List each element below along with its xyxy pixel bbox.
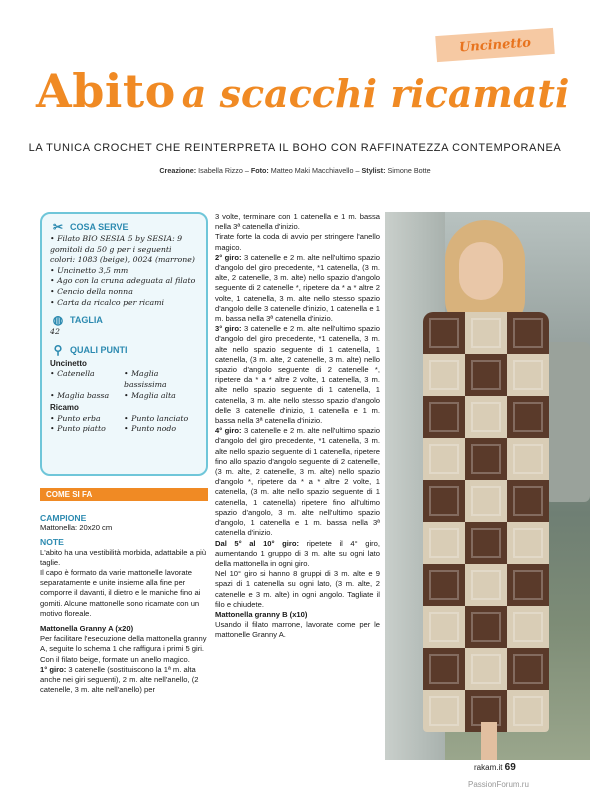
giro-5-10: Dal 5° al 10° giro: ripetete il 4° giro, aumentando 1 gruppo di 3 m. alte su ogni lato della mattonella in ogni giro. xyxy=(215,538,380,568)
dress-square xyxy=(465,564,507,606)
section-quali-punti: ⚲ QUALI PUNTI xyxy=(50,343,198,357)
granny-b-heading: Mattonella granny B (x10) xyxy=(215,609,308,619)
dress-square xyxy=(465,606,507,648)
dress-square xyxy=(423,648,465,690)
subtitle: LA TUNICA CROCHET CHE REINTERPRETA IL BOHO CON RAFFINATEZZA CONTEMPORANEA xyxy=(28,142,562,154)
materials-item: • Filato BIO SESIA 5 by SESIA: 9 gomitoli da 50 g per i seguenti colori: 1083 (beige), 0024 (marrone) xyxy=(50,234,195,265)
dress-square xyxy=(423,438,465,480)
instructions-left xyxy=(40,509,210,695)
campione-heading: CAMPIONE xyxy=(40,513,87,523)
materials-item: • Ago con la cruna adeguata al filato xyxy=(50,276,196,286)
paragraph: Tirate forte la coda di avvio per stringere l'anello magico. xyxy=(215,232,380,252)
size-value: 42 xyxy=(50,327,60,337)
materials-item: • Uncinetto 3,5 mm xyxy=(50,265,129,275)
paragraph: 3 volte, terminare con 1 catenella e 1 m. bassa nella 3ª catenella d'inizio. xyxy=(215,212,380,232)
category-badge: Uncinetto xyxy=(435,28,555,62)
campione-text: Mattonella: 20x20 cm xyxy=(40,523,113,533)
dress-square xyxy=(465,354,507,396)
dress-square xyxy=(507,312,549,354)
stitch-item: • Punto nodo xyxy=(124,424,177,434)
stitch-item: • Punto piatto xyxy=(50,424,106,434)
dress-square xyxy=(507,690,549,732)
page-footer: rakam.it 69 xyxy=(474,762,516,773)
checkered-dress xyxy=(423,312,549,732)
dress-square xyxy=(465,648,507,690)
materials-box xyxy=(40,212,208,476)
dress-square xyxy=(507,480,549,522)
tape-measure-icon: ◍ xyxy=(52,313,64,328)
materials-item: • Carta da ricalco per ricami xyxy=(50,297,164,307)
dress-square xyxy=(423,564,465,606)
come-si-fa-bar: COME SI FA xyxy=(40,488,208,501)
dress-square xyxy=(465,312,507,354)
granny-a-text: Con il filato beige, formate un anello magico. xyxy=(40,654,190,664)
dress-square xyxy=(423,312,465,354)
dress-square xyxy=(507,564,549,606)
title-main: Abito xyxy=(36,64,176,118)
dress-square xyxy=(423,396,465,438)
dress-square xyxy=(465,396,507,438)
dress-square xyxy=(423,690,465,732)
dress-square xyxy=(507,606,549,648)
dress-square xyxy=(507,354,549,396)
note-heading: NOTE xyxy=(40,537,64,548)
dress-square xyxy=(423,606,465,648)
note-text: L'abito ha una vestibilità morbida, adattabile a più taglie. xyxy=(40,547,207,567)
photo-face xyxy=(459,242,503,300)
model-photo xyxy=(385,212,590,760)
granny-a-text: Per facilitare l'esecuzione della mattonella granny A, seguite lo schema 1 che raffigura i primi 5 giri. xyxy=(40,634,207,654)
ricamo-label: Ricamo xyxy=(50,403,79,413)
dress-square xyxy=(507,438,549,480)
dress-square xyxy=(507,522,549,564)
dress-square xyxy=(465,480,507,522)
uncinetto-label: Uncinetto xyxy=(50,358,87,368)
giro-2: 2° giro: 3 catenelle e 2 m. alte nell'ultimo spazio d'angolo del giro precedente, *1 catenella, (3 m. alte, 2 catenelle, 3 m. alte) nello spazio d'angolo seguente di 2 catenelle *, ripetere da * a * altre 2 volte, 1 catenella, 3 m. alte nello stesso spazio d'angolo delle 3 catenelle d'inizio, 1 catenella e 1 m. bassa nella 3ª catenella d'inizio. xyxy=(215,252,380,324)
section-cosa-serve: ✂ COSA SERVE xyxy=(50,220,198,234)
giro-4: 4° giro: 3 catenelle e 2 m. alte nell'ultimo spazio d'angolo del giro precedente, *1 catenella, 3 m. alte nello spazio seguente di 1 catenella, ripetere fino allo spazio d'angolo seguente di 2 catenelle, (3 m. alte, 2 catenelle, 3 m. alte) nello spazio d'angolo *, ripetere da * a * altre 2 volte, 1 catenella, (3 m. alte nello spazio seguente di 1 catenella, 1 catenella) ripetere fino all'ultimo spazio d'angolo, 3 m. alte nell'ultimo spazio d'angolo, 1 catenella e 1 m. bassa nella 3ª catenella d'inizio. xyxy=(215,426,380,538)
section-taglia: ◍ TAGLIA xyxy=(50,313,198,327)
credits: Creazione: Isabella Rizzo – Foto: Matteo Maki Macchiavello – Stylist: Simone Botte xyxy=(159,166,431,175)
dress-square xyxy=(465,438,507,480)
granny-b-text: Usando il filato marrone, lavorate come per le mattonelle Granny A. xyxy=(215,620,380,640)
yarn-spool-icon: ⚲ xyxy=(53,342,63,357)
instructions-right xyxy=(215,212,380,641)
note-text: Il capo è formato da varie mattonelle lavorate separatamente e unite insieme alla fine per comporre il davanti, il dietro e le maniche fino ai gomiti. Alcune mattonelle sono ricamate con un motivo floreale. xyxy=(40,568,201,618)
paragraph: Nel 10° giro si hanno 8 gruppi di 3 m. alte e 9 spazi di 1 catenella su ogni lato, (3 m. alte, 2 catenelle e 3 m. alte) in ogni angolo. Tagliate il filo e chiudete. xyxy=(215,569,380,609)
stitch-item: • Punto erba xyxy=(50,413,101,423)
title-script: a scacchi ricamati xyxy=(181,71,570,116)
stitch-item: • Maglia alta xyxy=(124,390,176,400)
dress-square xyxy=(423,522,465,564)
embroidery-stitches xyxy=(50,414,198,435)
stitch-item: • Maglia bassa xyxy=(50,390,110,400)
watermark: PassionForum.ru xyxy=(468,780,529,789)
stitch-item: • Catenella xyxy=(50,369,95,379)
materials-item: • Cencio della nonna xyxy=(50,286,133,296)
dress-square xyxy=(507,396,549,438)
dress-square xyxy=(465,522,507,564)
scissors-icon: ✂ xyxy=(52,220,64,234)
granny-a-heading: Mattonella Granny A (x20) xyxy=(40,624,134,634)
dress-square xyxy=(423,480,465,522)
photo-bag xyxy=(545,342,590,502)
photo-leg xyxy=(481,722,497,760)
giro-1: 1° giro: 3 catenelle (sostituiscono la 1ª m. alta anche nei giri seguenti), 2 m. alte nell'anello, (2 catenelle, 3 m. alte nell'anello) per xyxy=(40,664,199,695)
giro-3: 3° giro: 3 catenelle e 2 m. alte nell'ultimo spazio d'angolo del giro precedente, *1 catenella, 3 m. alte nello spazio seguente di 1 catenella, 1 catenella, (3 m. alte, 2 catenelle, 3 m. alte) nello spazio d'angolo seguente di 2 catenelle *, ripetere da * a * altre 2 volte, 1 catenella, 3 m. alte nello spazio seguente di 1 catenella, 1 catenella, 3 m. alte nello stesso spazio d'angolo delle 3 catenelle d'inizio, 1 catenella e 1 m. bassa nella 3ª catenella d'inizio. xyxy=(215,324,380,426)
stitch-item: • Punto lanciato xyxy=(124,413,189,423)
page-title xyxy=(36,64,576,118)
dress-square xyxy=(507,648,549,690)
dress-square xyxy=(423,354,465,396)
crochet-stitches xyxy=(50,369,198,401)
stitch-item: • Maglia bassissima xyxy=(124,369,167,389)
